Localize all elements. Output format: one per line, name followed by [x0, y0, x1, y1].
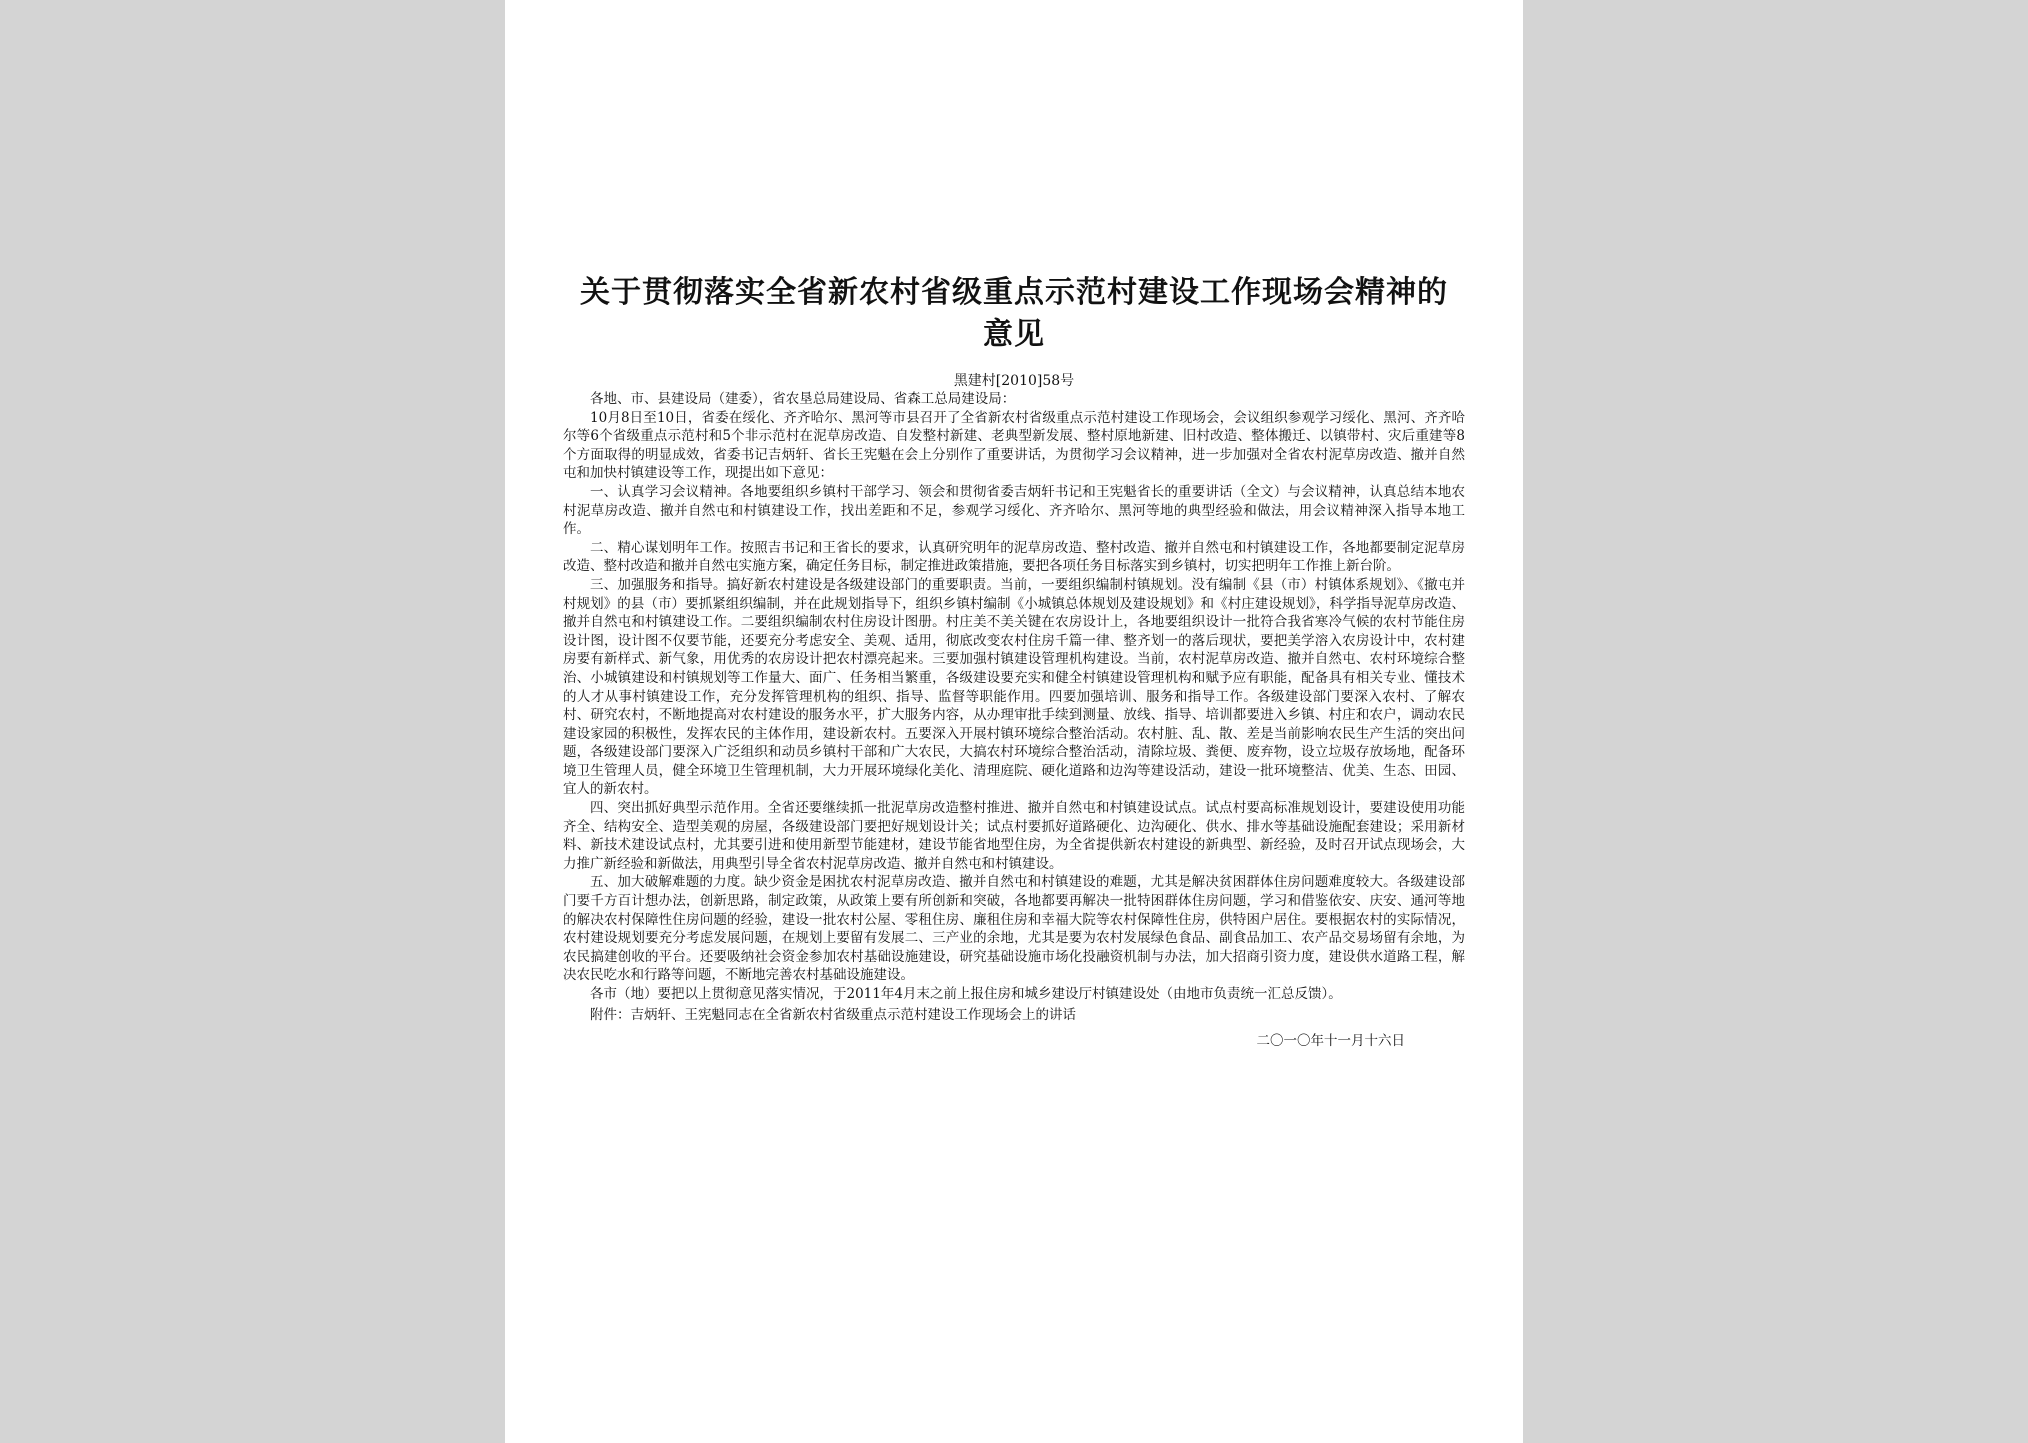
document-body: [563, 390, 1465, 1004]
paragraph: 各市（地）要把以上贯彻意见落实情况，于2011年4月末之前上报住房和城乡建设厅村镇建设处（由地市负责统一汇总反馈）。: [590, 986, 1342, 1002]
salutation: 各地、市、县建设局（建委），省农垦总局建设局、省森工总局建设局：: [590, 391, 1016, 407]
paragraph: 二、精心谋划明年工作。按照吉书记和王省长的要求，认真研究明年的泥草房改造、整村改造、撤并自然屯和村镇建设工作，各地都要制定泥草房改造、整村改造和撤并自然屯实施方案，确定任务目标，制定推进政策措施，要把各项任务目标落实到乡镇村，切实把明年工作推上新台阶。: [563, 539, 1465, 575]
document-date: 二〇一〇年十一月十六日: [1256, 1033, 1405, 1050]
attachment-note: 附件：吉炳轩、王宪魁同志在全省新农村省级重点示范村建设工作现场会上的讲话: [590, 1006, 1076, 1023]
paragraph: 五、加大破解难题的力度。缺少资金是困扰农村泥草房改造、撤并自然屯和村镇建设的难题，尤其是解决贫困群体住房问题难度较大。各级建设部门要千方百计想办法，创新思路，制定政策，从政策上要有所创新和突破，各地都要再解决一批特困群体住房问题，学习和借鉴依安、庆安、通河等地的解决农村保障性住房问题的经验，建设一批农村公屋、零租住房、廉租住房和幸福大院等农村保障性住房，供特困户居住。要根据农村的实际情况，农村建设规划要充分考虑发展问题，在规划上要留有发展二、三产业的余地，尤其是要为农村发展绿色食品、副食品加工、农产品交易场留有余地，为农民搞建创收的平台。还要吸纳社会资金参加农村基础设施建设，研究基础设施市场化投融资机制与办法，加大招商引资力度，建设供水道路工程，解决农民吃水和行路等问题，不断地完善农村基础设施建设。: [563, 874, 1465, 984]
document-number: 黑建村[2010]58号: [953, 373, 1075, 389]
document-title: 关于贯彻落实全省新农村省级重点示范村建设工作现场会精神的意见: [580, 275, 1448, 352]
paragraph: 三、加强服务和指导。搞好新农村建设是各级建设部门的重要职责。当前，一要组织编制村镇规划。没有编制《县（市）村镇体系规划》、《撤屯并村规划》的县（市）要抓紧组织编制，并在此规划指导下，组织乡镇村编制《小城镇总体规划及建设规划》和《村庄建设规划》，科学指导泥草房改造、撤并自然屯和村镇建设工作。二要组织编制农村住房设计图册。村庄美不美关键在农房设计上，各地要组织设计一批符合我省寒冷气候的农村节能住房设计图，设计图不仅要节能，还要充分考虑安全、美观、适用，彻底改变农村住房千篇一律、整齐划一的落后现状，要把美学溶入农房设计中，农村建房要有新样式、新气象，用优秀的农房设计把农村漂亮起来。三要加强村镇建设管理机构建设。当前，农村泥草房改造、撤并自然屯、农村环境综合整治、小城镇建设和村镇规划等工作量大、面广、任务相当繁重，各级建设要充实和健全村镇建设管理机构和赋予应有职能，配备具有相关专业、懂技术的人才从事村镇建设工作，充分发挥管理机构的组织、指导、监督等职能作用。四要加强培训、服务和指导工作。各级建设部门要深入农村、了解农村、研究农村，不断地提高对农村建设的服务水平，扩大服务内容，从办理审批手续到测量、放线、指导、培训都要进入乡镇、村庄和农户，调动农民建设家园的积极性，发挥农民的主体作用，建设新农村。五要深入开展村镇环境综合整治活动。农村脏、乱、散、差是当前影响农民生产生活的突出问题，各级建设部门要深入广泛组织和动员乡镇村干部和广大农民，大搞农村环境综合整治活动，清除垃圾、粪便、废弃物，设立垃圾存放场地，配备环境卫生管理人员，健全环境卫生管理机制，大力开展环境绿化美化、清理庭院、硬化道路和边沟等建设活动，建设一批环境整洁、优美、生态、田园、宜人的新农村。: [563, 576, 1465, 798]
paragraph: 一、认真学习会议精神。各地要组织乡镇村干部学习、领会和贯彻省委吉炳轩书记和王宪魁省长的重要讲话（全文）与会议精神，认真总结本地农村泥草房改造、撤并自然屯和村镇建设工作，找出差距和不足，参观学习绥化、齐齐哈尔、黑河等地的典型经验和做法，用会议精神深入指导本地工作。: [563, 483, 1465, 538]
document-page: [505, 0, 1523, 1443]
paragraph: 10月8日至10日，省委在绥化、齐齐哈尔、黑河等市县召开了全省新农村省级重点示范村建设工作现场会，会议组织参观学习绥化、黑河、齐齐哈尔等6个省级重点示范村和5个非示范村在泥草房改造、自发整村新建、老典型新发展、整村原地新建、旧村改造、整体搬迁、以镇带村、灾后重建等8个方面取得的明显成效，省委书记吉炳轩、省长王宪魁在会上分别作了重要讲话，为贯彻学习会议精神，进一步加强对全省农村泥草房改造、撤并自然屯和加快村镇建设等工作，现提出如下意见：: [563, 409, 1465, 482]
paragraph: 四、突出抓好典型示范作用。全省还要继续抓一批泥草房改造整村推进、撤并自然屯和村镇建设试点。试点村要高标准规划设计，要建设使用功能齐全、结构安全、造型美观的房屋，各级建设部门要把好规划设计关；试点村要抓好道路硬化、边沟硬化、供水、排水等基础设施配套建设；采用新材料、新技术建设试点村，尤其要引进和使用新型节能建材，建设节能省地型住房，为全省提供新农村建设的新典型、新经验，及时召开试点现场会，大力推广新经验和新做法，用典型引导全省农村泥草房改造、撤并自然屯和村镇建设。: [563, 800, 1465, 872]
